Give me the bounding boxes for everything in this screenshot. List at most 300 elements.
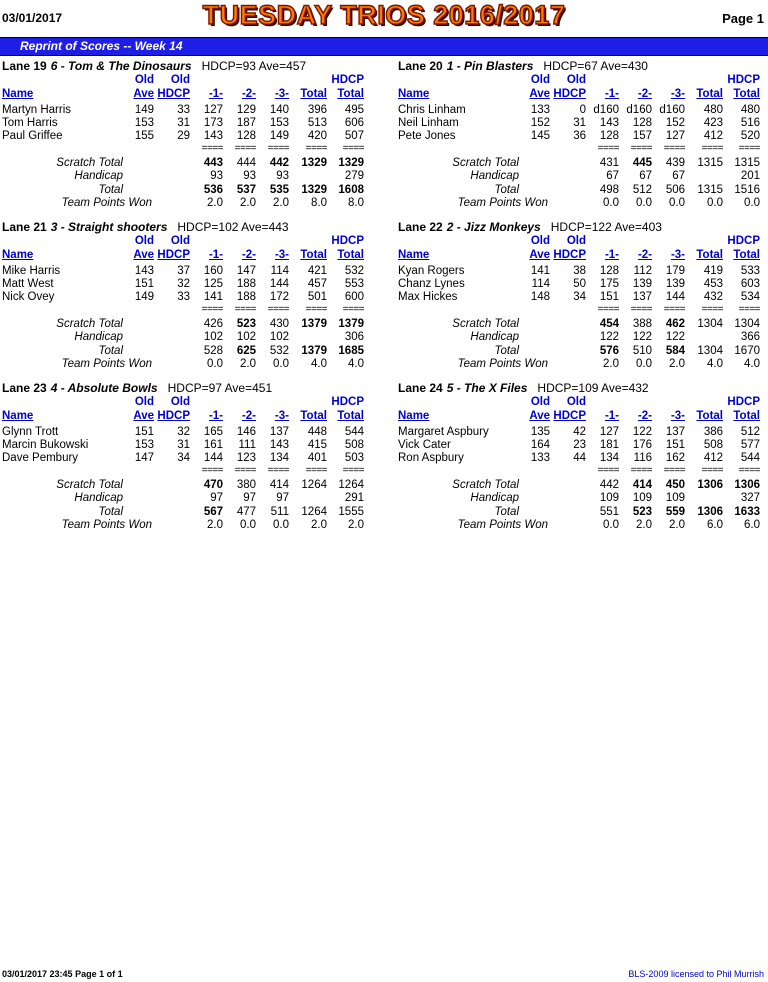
player-score: 50	[573, 278, 586, 290]
summary-value: 0.0	[240, 519, 256, 531]
summary-value: 306	[344, 331, 364, 343]
column-header: Total	[337, 410, 364, 422]
player-name: Matt West	[2, 278, 54, 290]
player-score: 386	[703, 426, 723, 438]
column-header: Total	[696, 88, 723, 100]
player-score: 600	[344, 291, 364, 303]
column-header: -2-	[637, 249, 652, 261]
summary-value: 0.0	[636, 197, 652, 209]
summary-value: 93	[210, 170, 223, 182]
summary-value: 1315	[734, 157, 760, 169]
player-score: 122	[632, 426, 652, 438]
total-separator: ====	[701, 143, 723, 154]
summary-value: 414	[632, 479, 652, 491]
player-score: 533	[740, 265, 760, 277]
column-header: Ave	[529, 249, 550, 261]
total-separator: ====	[201, 465, 223, 476]
summary-value: 462	[665, 318, 685, 330]
summary-label: Handicap	[74, 170, 123, 182]
summary-label: Scratch Total	[452, 157, 519, 169]
column-header: -3-	[670, 88, 685, 100]
player-score: 513	[307, 117, 327, 129]
summary-value: 97	[210, 492, 223, 504]
player-score: 31	[573, 117, 586, 129]
summary-value: 567	[203, 506, 223, 518]
banner-text: Reprint of Scores -- Week 14	[20, 39, 183, 53]
player-name: Neil Linham	[398, 117, 459, 129]
summary-value: 535	[269, 184, 289, 196]
player-score: 412	[703, 130, 723, 142]
player-score: 134	[599, 452, 619, 464]
summary-label: Team Points Won	[61, 197, 152, 209]
lane-block	[398, 220, 768, 378]
summary-value: 1329	[338, 157, 364, 169]
player-name: Ron Aspbury	[398, 452, 464, 464]
summary-value: 426	[203, 318, 223, 330]
total-separator: ====	[267, 143, 289, 154]
player-score: 127	[665, 130, 685, 142]
summary-label: Total	[98, 184, 123, 196]
summary-value: 442	[599, 479, 619, 491]
summary-value: 1329	[301, 157, 327, 169]
team-handicap-average: HDCP=109 Ave=432	[537, 381, 649, 395]
column-header: -1-	[604, 410, 619, 422]
column-header-name: Name	[398, 249, 430, 261]
report-banner	[0, 37, 768, 56]
column-header: Ave	[529, 88, 550, 100]
summary-label: Scratch Total	[56, 479, 123, 491]
column-header: -3-	[274, 88, 289, 100]
summary-value: 2.0	[636, 519, 652, 531]
player-score: 161	[203, 439, 223, 451]
lane-heading	[2, 59, 306, 73]
lane-block	[398, 381, 768, 539]
column-header: Total	[733, 88, 760, 100]
player-score: 129	[236, 104, 256, 116]
summary-value: 1304	[734, 318, 760, 330]
total-separator: ====	[267, 465, 289, 476]
summary-value: 0.0	[707, 197, 723, 209]
column-header-top: Old	[170, 74, 190, 86]
player-name: Margaret Aspbury	[398, 426, 489, 438]
summary-value: 0.0	[273, 358, 289, 370]
summary-value: 6.0	[707, 519, 723, 531]
column-header-name: Name	[398, 410, 430, 422]
player-score: 188	[236, 278, 256, 290]
summary-value: 523	[236, 318, 256, 330]
column-header: Ave	[529, 410, 550, 422]
total-separator: ====	[738, 304, 760, 315]
summary-label: Scratch Total	[452, 318, 519, 330]
player-name: Tom Harris	[2, 117, 58, 129]
player-score: 162	[665, 452, 685, 464]
column-header: Total	[300, 410, 327, 422]
lane-number: Lane 23	[2, 381, 47, 395]
summary-value: 279	[344, 170, 364, 182]
column-header-top: Old	[530, 74, 550, 86]
total-separator: ====	[342, 304, 364, 315]
player-score: d160	[659, 104, 685, 116]
column-header-top: Old	[566, 74, 586, 86]
player-score: 34	[177, 452, 190, 464]
player-name: Glynn Trott	[2, 426, 59, 438]
team-handicap-average: HDCP=93 Ave=457	[201, 59, 307, 73]
lane-block	[2, 381, 377, 539]
column-header: HDCP	[553, 88, 586, 100]
player-score: 37	[177, 265, 190, 277]
summary-value: 1516	[734, 184, 760, 196]
player-score: 152	[665, 117, 685, 129]
player-name: Paul Griffee	[2, 130, 63, 142]
player-score: 149	[134, 104, 154, 116]
report-date: 03/01/2017	[2, 11, 63, 25]
summary-value: 0.0	[636, 358, 652, 370]
column-header: Total	[696, 410, 723, 422]
total-separator: ====	[663, 465, 685, 476]
summary-value: 8.0	[348, 197, 364, 209]
summary-value: 498	[599, 184, 619, 196]
lane-number: Lane 19	[2, 59, 47, 73]
player-score: 457	[307, 278, 327, 290]
summary-value: 0.0	[603, 519, 619, 531]
player-score: 179	[665, 265, 685, 277]
player-score: d160	[593, 104, 619, 116]
summary-value: 4.0	[744, 358, 760, 370]
player-score: 114	[531, 278, 550, 290]
column-header: Ave	[133, 88, 154, 100]
column-header-top: HDCP	[331, 235, 364, 247]
player-name: Pete Jones	[398, 130, 456, 142]
total-separator: ====	[234, 143, 256, 154]
player-score: 532	[344, 265, 364, 277]
summary-value: 512	[632, 184, 652, 196]
lane-heading	[2, 220, 289, 234]
player-score: 187	[236, 117, 256, 129]
player-score: 135	[530, 426, 550, 438]
player-score: 495	[344, 104, 364, 116]
lane-block	[2, 59, 377, 217]
player-score: 137	[632, 291, 652, 303]
total-separator: ====	[663, 143, 685, 154]
player-score: 143	[269, 439, 289, 451]
summary-value: 584	[665, 345, 685, 357]
player-score: 603	[740, 278, 760, 290]
lane-heading	[398, 220, 662, 234]
player-score: 141	[203, 291, 223, 303]
column-header: Total	[337, 249, 364, 261]
summary-value: 1379	[301, 318, 327, 330]
summary-value: 122	[665, 331, 685, 343]
summary-value: 1306	[734, 479, 760, 491]
player-score: 146	[236, 426, 256, 438]
summary-value: 2.0	[207, 519, 223, 531]
summary-value: 439	[665, 157, 685, 169]
summary-value: 1304	[697, 345, 723, 357]
summary-value: 0.0	[669, 197, 685, 209]
summary-value: 2.0	[603, 358, 619, 370]
player-score: 143	[599, 117, 619, 129]
summary-label: Total	[98, 345, 123, 357]
player-name: Marcin Bukowski	[2, 439, 89, 451]
player-score: 520	[740, 130, 760, 142]
player-score: 143	[134, 265, 154, 277]
summary-value: 0.0	[603, 197, 619, 209]
column-header: Total	[300, 88, 327, 100]
team-handicap-average: HDCP=97 Ave=451	[167, 381, 273, 395]
summary-value: 470	[203, 479, 223, 491]
summary-value: 122	[632, 331, 652, 343]
player-score: 141	[530, 265, 550, 277]
summary-label: Scratch Total	[56, 318, 123, 330]
column-header: HDCP	[157, 410, 190, 422]
column-header: -1-	[208, 88, 223, 100]
summary-label: Handicap	[74, 492, 123, 504]
team-name: 4 - Absolute Bowls	[50, 381, 158, 395]
player-score: 128	[632, 117, 652, 129]
summary-label: Team Points Won	[457, 197, 548, 209]
column-header-top: Old	[530, 235, 550, 247]
column-header: HDCP	[157, 88, 190, 100]
summary-value: 4.0	[311, 358, 327, 370]
summary-value: 109	[599, 492, 619, 504]
summary-value: 1306	[697, 479, 723, 491]
summary-value: 102	[236, 331, 256, 343]
column-header: -2-	[241, 410, 256, 422]
column-header: -3-	[670, 410, 685, 422]
summary-label: Handicap	[470, 331, 519, 343]
summary-value: 442	[269, 157, 289, 169]
column-header-top: HDCP	[331, 396, 364, 408]
player-score: 181	[599, 439, 619, 451]
page-number: Page 1	[722, 11, 764, 26]
summary-value: 431	[599, 157, 619, 169]
summary-value: 1670	[734, 345, 760, 357]
player-score: 114	[270, 265, 289, 277]
player-score: 508	[703, 439, 723, 451]
player-score: 133	[530, 452, 550, 464]
player-score: 33	[177, 291, 190, 303]
summary-value: 4.0	[348, 358, 364, 370]
column-header: -1-	[208, 410, 223, 422]
team-handicap-average: HDCP=102 Ave=443	[177, 220, 289, 234]
column-header: -2-	[241, 249, 256, 261]
player-score: 144	[269, 278, 289, 290]
total-separator: ====	[305, 143, 327, 154]
column-header: -2-	[637, 410, 652, 422]
player-score: 32	[177, 426, 190, 438]
team-name: 2 - Jizz Monkeys	[446, 220, 541, 234]
total-separator: ====	[234, 465, 256, 476]
column-header-top: HDCP	[727, 235, 760, 247]
summary-value: 477	[236, 506, 256, 518]
team-handicap-average: HDCP=122 Ave=403	[550, 220, 662, 234]
player-score: 0	[579, 104, 586, 116]
summary-value: 1264	[301, 506, 327, 518]
player-score: 116	[633, 452, 652, 464]
column-header-name: Name	[2, 88, 34, 100]
player-score: 419	[703, 265, 723, 277]
column-header-name: Name	[398, 88, 430, 100]
footer-timestamp: 03/01/2017 23:45 Page 1 of 1	[2, 969, 123, 979]
summary-value: 1264	[301, 479, 327, 491]
summary-value: 625	[236, 345, 256, 357]
player-score: 534	[740, 291, 760, 303]
player-score: 143	[203, 130, 223, 142]
summary-value: 1306	[697, 506, 723, 518]
player-name: Kyan Rogers	[398, 265, 465, 277]
summary-label: Total	[98, 506, 123, 518]
summary-value: 2.0	[669, 519, 685, 531]
report-title: TUESDAY TRIOS 2016/2017	[202, 0, 566, 30]
player-score: 153	[134, 117, 154, 129]
player-score: 153	[269, 117, 289, 129]
player-name: Mike Harris	[2, 265, 61, 277]
player-score: 507	[344, 130, 364, 142]
summary-value: 1633	[734, 506, 760, 518]
player-score: 423	[703, 117, 723, 129]
lane-number: Lane 21	[2, 220, 47, 234]
summary-value: 2.0	[240, 197, 256, 209]
summary-value: 102	[203, 331, 223, 343]
summary-value: 67	[606, 170, 619, 182]
player-score: 606	[344, 117, 364, 129]
total-separator: ====	[597, 304, 619, 315]
player-score: 140	[269, 104, 289, 116]
summary-label: Handicap	[74, 331, 123, 343]
summary-value: 102	[269, 331, 289, 343]
player-score: 128	[599, 265, 619, 277]
column-header: -3-	[670, 249, 685, 261]
total-separator: ====	[597, 465, 619, 476]
player-score: 128	[236, 130, 256, 142]
summary-value: 576	[599, 345, 619, 357]
player-score: 137	[269, 426, 289, 438]
player-name: Max Hickes	[398, 291, 458, 303]
column-header: -2-	[241, 88, 256, 100]
player-score: 149	[134, 291, 154, 303]
column-header-top: Old	[134, 235, 154, 247]
summary-value: 109	[665, 492, 685, 504]
total-separator: ====	[597, 143, 619, 154]
column-header-top: Old	[566, 396, 586, 408]
player-score: 415	[307, 439, 327, 451]
player-score: 112	[633, 265, 652, 277]
summary-value: 510	[632, 345, 652, 357]
player-score: 396	[307, 104, 327, 116]
player-score: 144	[203, 452, 223, 464]
summary-label: Total	[494, 184, 519, 196]
player-score: 32	[177, 278, 190, 290]
player-score: 480	[740, 104, 760, 116]
player-score: 401	[307, 452, 327, 464]
player-score: 516	[740, 117, 760, 129]
player-score: 152	[530, 117, 550, 129]
column-header-name: Name	[2, 410, 34, 422]
summary-label: Team Points Won	[457, 358, 548, 370]
player-score: 512	[740, 426, 760, 438]
column-header: -1-	[208, 249, 223, 261]
summary-value: 93	[243, 170, 256, 182]
column-header: Total	[337, 88, 364, 100]
player-score: 31	[177, 117, 190, 129]
summary-label: Scratch Total	[452, 479, 519, 491]
summary-value: 0.0	[273, 519, 289, 531]
summary-value: 1379	[301, 345, 327, 357]
summary-value: 1315	[697, 184, 723, 196]
summary-label: Team Points Won	[61, 519, 152, 531]
total-separator: ====	[201, 304, 223, 315]
player-score: 144	[665, 291, 685, 303]
player-score: 36	[573, 130, 586, 142]
player-name: Chanz Lynes	[398, 278, 465, 290]
player-score: 544	[344, 426, 364, 438]
summary-label: Team Points Won	[61, 358, 152, 370]
team-name: 1 - Pin Blasters	[446, 59, 534, 73]
total-separator: ====	[630, 143, 652, 154]
lane-block	[2, 220, 377, 378]
summary-value: 388	[632, 318, 652, 330]
summary-value: 537	[236, 184, 256, 196]
summary-value: 443	[203, 157, 223, 169]
lane-heading	[2, 381, 272, 395]
player-score: 133	[530, 104, 550, 116]
player-score: 453	[703, 278, 723, 290]
column-header-top: HDCP	[727, 74, 760, 86]
total-separator: ====	[305, 304, 327, 315]
total-separator: ====	[201, 143, 223, 154]
summary-value: 1555	[338, 506, 364, 518]
summary-value: 532	[269, 345, 289, 357]
column-header: Total	[733, 410, 760, 422]
summary-value: 93	[276, 170, 289, 182]
summary-value: 0.0	[744, 197, 760, 209]
summary-value: 380	[236, 479, 256, 491]
summary-value: 2.0	[311, 519, 327, 531]
summary-value: 430	[269, 318, 289, 330]
total-separator: ====	[342, 143, 364, 154]
player-score: 139	[665, 278, 685, 290]
summary-value: 1304	[697, 318, 723, 330]
summary-label: Team Points Won	[457, 519, 548, 531]
summary-value: 6.0	[744, 519, 760, 531]
player-score: 553	[344, 278, 364, 290]
player-score: 501	[307, 291, 327, 303]
summary-value: 97	[276, 492, 289, 504]
lane-block	[398, 59, 768, 217]
column-header: Ave	[133, 410, 154, 422]
summary-value: 450	[665, 479, 685, 491]
summary-value: 0.0	[207, 358, 223, 370]
summary-value: 97	[243, 492, 256, 504]
summary-value: 536	[203, 184, 223, 196]
total-separator: ====	[663, 304, 685, 315]
player-score: 44	[573, 452, 586, 464]
player-score: 29	[177, 130, 190, 142]
summary-value: 454	[599, 318, 619, 330]
summary-value: 67	[672, 170, 685, 182]
summary-value: 2.0	[207, 197, 223, 209]
player-score: 188	[236, 291, 256, 303]
summary-value: 444	[236, 157, 256, 169]
player-score: 145	[530, 130, 550, 142]
player-score: 432	[703, 291, 723, 303]
summary-value: 1264	[338, 479, 364, 491]
lane-heading	[398, 59, 648, 73]
player-score: 420	[307, 130, 327, 142]
team-name: 5 - The X Files	[446, 381, 528, 395]
summary-value: 2.0	[348, 519, 364, 531]
player-score: 157	[632, 130, 652, 142]
